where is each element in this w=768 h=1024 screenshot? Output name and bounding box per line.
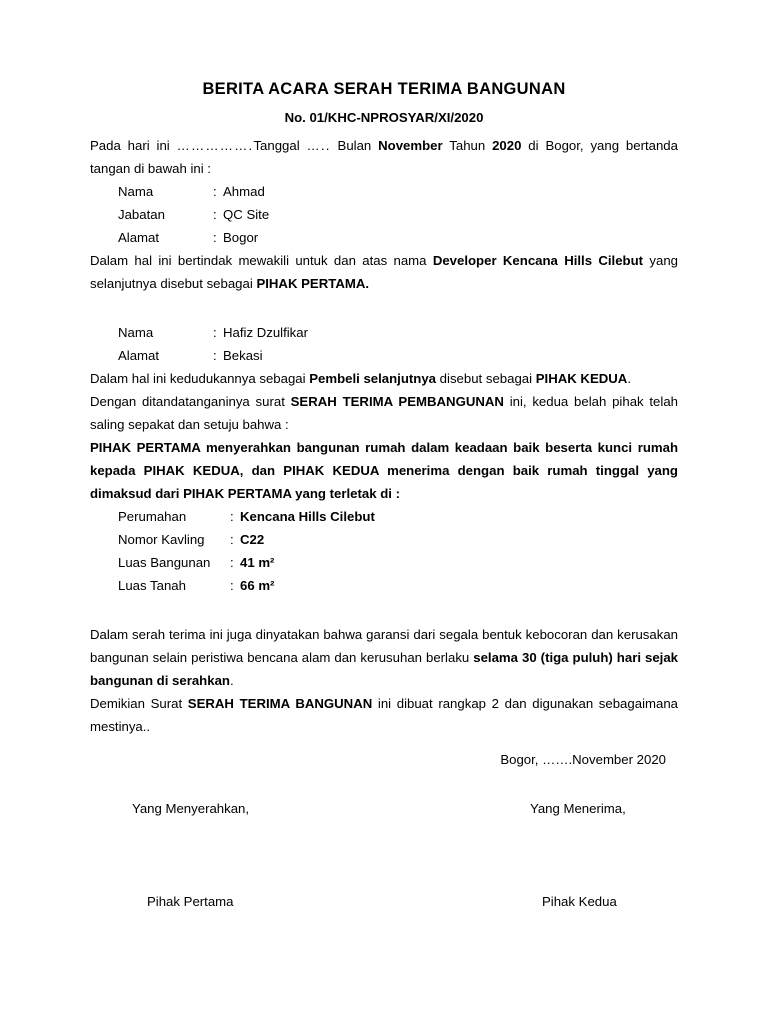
- developer-name: Developer Kencana Hills Cilebut: [432, 252, 644, 268]
- field-row: [90, 321, 678, 344]
- field-separator: :: [213, 206, 217, 222]
- field-value: C22: [240, 531, 265, 547]
- field-label: Nama: [118, 324, 154, 340]
- field-value: Bogor: [223, 229, 259, 245]
- opening-part5: di Bogor, yang bertanda tangan di bawah ini :: [90, 137, 678, 176]
- opening-part4: Tahun: [442, 137, 493, 153]
- table-row: [90, 505, 678, 528]
- closing-doc-title: SERAH TERIMA BANGUNAN: [187, 695, 373, 711]
- table-row: [90, 551, 678, 574]
- field-label: Jabatan: [118, 206, 165, 222]
- statement-mid: disebut sebagai: [436, 370, 536, 386]
- agreement-intro: [90, 390, 678, 436]
- statement-prefix: Dalam hal ini kedudukannya sebagai: [90, 370, 310, 386]
- field-separator: :: [213, 324, 217, 340]
- document-body: [90, 80, 678, 913]
- signature-right-action: Yang Menerima,: [530, 800, 626, 816]
- field-value: Ahmad: [223, 183, 265, 199]
- field-row: [90, 344, 678, 367]
- opening-part2: Tanggal: [253, 137, 307, 153]
- opening-month: November: [378, 137, 443, 153]
- field-separator: :: [213, 229, 217, 245]
- intro-suffix: ini, kedua belah pihak telah saling sepakat dan setuju bahwa :: [90, 393, 678, 432]
- statement-suffix: .: [627, 370, 631, 386]
- field-separator: :: [230, 508, 234, 524]
- table-row: [90, 574, 678, 597]
- closing-suffix: ini dibuat rangkap 2 dan digunakan sebagaimana mestinya..: [90, 695, 678, 734]
- property-fields: [90, 505, 678, 597]
- field-label: Perumahan: [118, 508, 187, 524]
- opening-year: 2020: [492, 137, 522, 153]
- field-label: Luas Bangunan: [118, 554, 211, 570]
- opening-part3: Bulan: [330, 137, 379, 153]
- opening-part1: Pada hari ini: [90, 137, 177, 153]
- opening-dots1: …………….: [176, 137, 254, 153]
- first-party-statement: [90, 249, 678, 295]
- closing-prefix: Demikian Surat: [90, 695, 188, 711]
- field-value: 41 m²: [240, 554, 275, 570]
- field-row: [90, 180, 678, 203]
- signature-left-role: Pihak Pertama: [147, 893, 234, 909]
- field-label: Nama: [118, 183, 154, 199]
- warranty-prefix: Dalam serah terima ini juga dinyatakan bahwa garansi dari segala bentuk kebocoran dan kerusakan bangunan selain peristiwa bencana alam dan kerusuhan berlaku: [90, 626, 678, 665]
- document-number: No. 01/KHC-NPROSYAR/XI/2020: [284, 109, 484, 125]
- field-row: [90, 203, 678, 226]
- statement-mid: yang selanjutnya disebut sebagai: [90, 252, 678, 291]
- field-value: Hafiz Dzulfikar: [223, 324, 309, 340]
- field-row: [90, 226, 678, 249]
- table-row: [90, 528, 678, 551]
- field-value: Bekasi: [223, 347, 263, 363]
- page-title: BERITA ACARA SERAH TERIMA BANGUNAN: [202, 80, 566, 98]
- field-label: Nomor Kavling: [118, 531, 205, 547]
- field-value: 66 m²: [240, 577, 275, 593]
- handover-title: SERAH TERIMA PEMBANGUNAN: [290, 393, 504, 409]
- date-place-line: Bogor, …….November 2020: [500, 751, 666, 767]
- intro-prefix: Dengan ditandatanganinya surat: [90, 393, 291, 409]
- field-label: Alamat: [118, 347, 160, 363]
- first-party-role: PIHAK PERTAMA.: [256, 275, 370, 291]
- second-party-role: PIHAK KEDUA: [535, 370, 628, 386]
- field-value: Kencana Hills Cilebut: [240, 508, 375, 524]
- first-party-fields: [90, 180, 678, 249]
- field-separator: :: [213, 347, 217, 363]
- opening-paragraph: [90, 134, 678, 180]
- field-separator: :: [213, 183, 217, 199]
- warranty-suffix: .: [229, 672, 234, 688]
- field-separator: :: [230, 554, 234, 570]
- second-party-fields: [90, 321, 678, 367]
- agreement-clause: PIHAK PERTAMA menyerahkan bangunan rumah dalam keadaan baik beserta kunci rumah kepada PIHAK KEDUA, dan PIHAK KEDUA menerima dengan baik rumah tinggal yang dimaksud dari PIHAK PERTAMA yang terletak di :: [90, 439, 678, 501]
- opening-dots2: …..: [306, 137, 331, 153]
- second-party-statement: [90, 367, 678, 390]
- field-label: Luas Tanah: [118, 577, 186, 593]
- signature-left-action: Yang Menyerahkan,: [132, 800, 250, 816]
- signature-right-role: Pihak Kedua: [542, 893, 617, 909]
- warranty-period: selama 30 (tiga puluh) hari sejak bangunan di serahkan: [90, 649, 679, 688]
- warranty-paragraph: [90, 623, 678, 692]
- closing-paragraph: [90, 692, 678, 738]
- field-separator: :: [230, 531, 234, 547]
- field-value: QC Site: [223, 206, 270, 222]
- signature-role-row: [90, 890, 678, 913]
- field-separator: :: [230, 577, 234, 593]
- statement-prefix: Dalam hal ini bertindak mewakili untuk dan atas nama: [90, 252, 433, 268]
- field-label: Alamat: [118, 229, 160, 245]
- signature-action-row: [90, 797, 678, 820]
- buyer-label: Pembeli selanjutnya: [309, 370, 437, 386]
